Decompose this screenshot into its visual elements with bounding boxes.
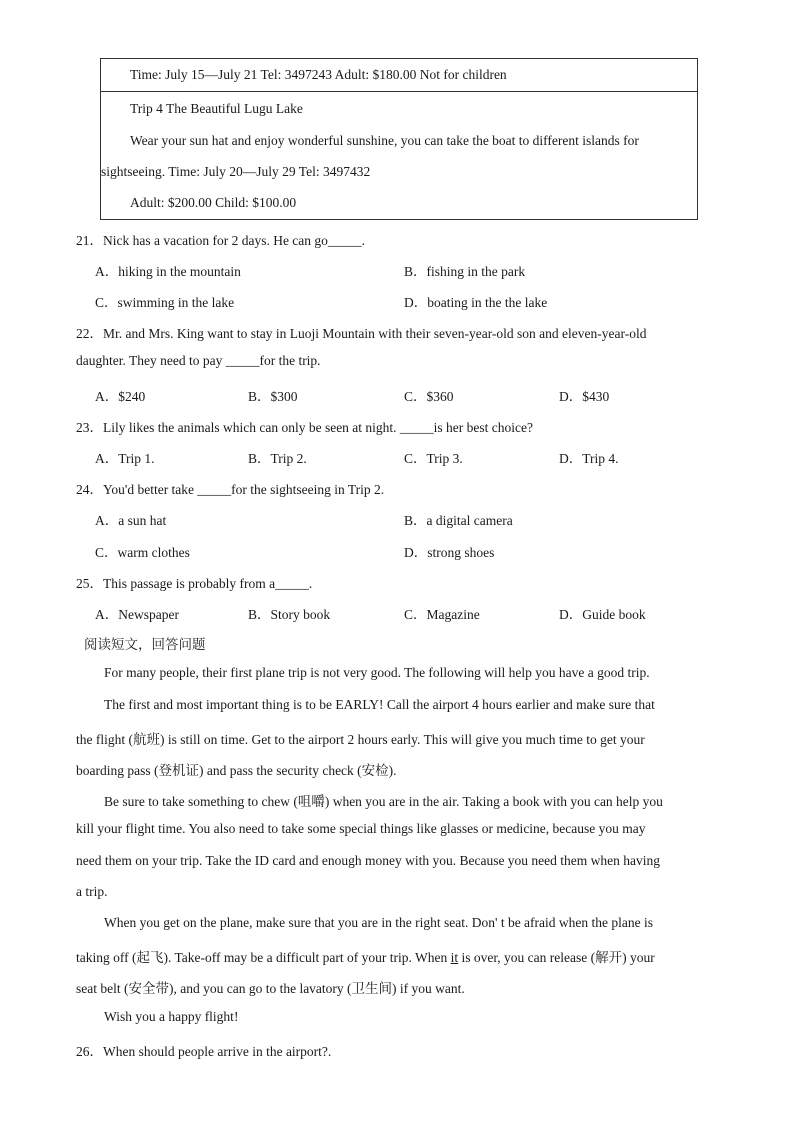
trip-info-table [100,58,698,220]
question-26-stem: 26．When should people arrive in the airport?. [76,1044,332,1059]
question-23-option-c[interactable]: C．Trip 3. [404,451,463,466]
passage-paragraph-5: Wish you a happy flight! [104,1009,239,1024]
passage-paragraph-3-line4: a trip. [76,884,108,899]
passage-paragraph-2-line1: The first and most important thing is to be EARLY! Call the airport 4 hours earlier and make sure that [104,697,655,712]
passage-paragraph-1: For many people, their first plane trip is not very good. The following will help you have a good trip. [104,665,650,680]
question-25-option-d[interactable]: D．Guide book [559,607,646,622]
trip4-description-line2: sightseeing. Time: July 20—July 29 Tel: 3497432 [101,164,371,179]
question-21-option-b[interactable]: B．fishing in the park [404,264,526,279]
question-25-option-b[interactable]: B．Story book [248,607,331,622]
question-23-stem: 23．Lily likes the animals which can only be seen at night. _____is her best choice? [76,420,534,435]
question-22-option-d[interactable]: D．$430 [559,389,610,404]
underlined-word-it: it [450,950,459,965]
question-24-option-c[interactable]: C．warm clothes [95,545,190,560]
table-divider [101,91,697,92]
passage-paragraph-4-line2 [76,946,655,966]
question-24-option-a[interactable]: A．a sun hat [95,513,167,528]
passage-paragraph-2-line3: boarding pass (登机证) and pass the security check (安检). [76,763,397,778]
passage-paragraph-4-line3: seat belt (安全带), and you can go to the lavatory (卫生间) if you want. [76,981,465,996]
question-21-stem: 21．Nick has a vacation for 2 days. He can go_____. [76,233,366,248]
passage-paragraph-4-line1: When you get on the plane, make sure that you are in the right seat. Don' t be afraid when the plane is [104,915,654,930]
question-22-option-b[interactable]: B．$300 [248,389,298,404]
question-22-stem-line1: 22．Mr. and Mrs. King want to stay in Luoji Mountain with their seven-year-old son and eleven-year-old [76,326,647,341]
trip4-description-line1: Wear your sun hat and enjoy wonderful sunshine, you can take the boat to different islands for [130,133,639,148]
question-25-option-a[interactable]: A．Newspaper [95,607,179,622]
passage-text: taking off (起飞). Take-off may be a difficult part of your trip. When [76,950,451,965]
question-24-option-d[interactable]: D．strong shoes [404,545,495,560]
section-title: 阅读短文，回答问题 [84,637,206,653]
question-25-option-c[interactable]: C．Magazine [404,607,480,622]
question-24-stem: 24．You'd better take _____for the sightseeing in Trip 2. [76,482,385,497]
question-24-option-b[interactable]: B．a digital camera [404,513,513,528]
passage-paragraph-3-line1: Be sure to take something to chew (咀嚼) when you are in the air. Taking a book with you can help you [104,794,663,809]
question-22-option-c[interactable]: C．$360 [404,389,454,404]
question-22-option-a[interactable]: A．$240 [95,389,146,404]
question-23-option-d[interactable]: D．Trip 4. [559,451,619,466]
question-21-option-d[interactable]: D．boating in the the lake [404,295,548,310]
question-21-option-c[interactable]: C．swimming in the lake [95,295,235,310]
question-23-option-b[interactable]: B．Trip 2. [248,451,307,466]
passage-paragraph-3-line3: need them on your trip. Take the ID card and enough money with you. Because you need them when having [76,853,661,868]
passage-paragraph-2-line2: the flight (航班) is still on time. Get to the airport 2 hours early. This will give you much time to get your [76,732,645,747]
passage-paragraph-3-line2: kill your flight time. You also need to take some special things like glasses or medicine, because you may [76,821,646,836]
passage-text: is over, you can release (解开) your [458,950,655,965]
question-22-stem-line2: daughter. They need to pay _____for the trip. [76,353,321,368]
question-23-option-a[interactable]: A．Trip 1. [95,451,155,466]
question-25-stem: 25．This passage is probably from a_____. [76,576,313,591]
trip4-price: Adult: $200.00 Child: $100.00 [130,195,297,210]
trip4-title: Trip 4 The Beautiful Lugu Lake [130,101,303,116]
trip3-info-row: Time: July 15—July 21 Tel: 3497243 Adult: $180.00 Not for children [130,67,507,82]
question-21-option-a[interactable]: A．hiking in the mountain [95,264,241,279]
